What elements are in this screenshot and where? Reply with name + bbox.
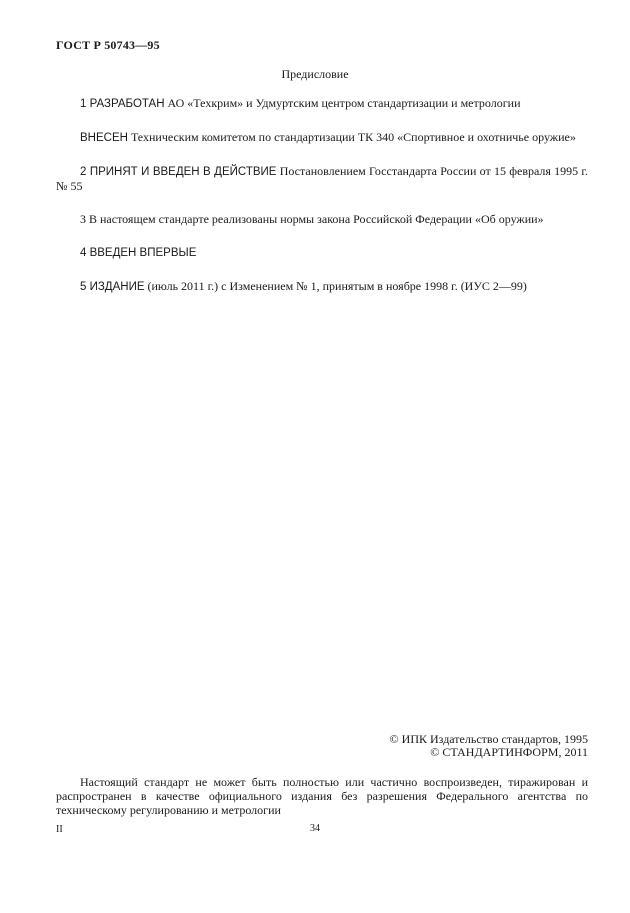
item-adopted bbox=[56, 164, 588, 193]
copyright-line-1995: © ИПК Издательство стандартов, 1995 bbox=[389, 732, 588, 746]
foreword-heading: Предисловие bbox=[281, 67, 349, 81]
page-number: 34 bbox=[310, 823, 320, 834]
item-text: В настоящем стандарте реализованы нормы закона Российской Федерации «Об оружии» bbox=[86, 212, 544, 226]
foreword-items bbox=[56, 96, 588, 313]
item-norms bbox=[56, 212, 588, 226]
item-text: АО «Техкрим» и Удмуртским центром стандартизации и метрологии bbox=[164, 96, 521, 110]
item-developed bbox=[56, 96, 588, 111]
reproduction-notice: Настоящий стандарт не может быть полностью или частично воспроизведен, тиражирован и распространен в качестве официального издания без разрешения Федерального агентства по техническому регулированию и метрологии bbox=[56, 775, 588, 817]
document-code: ГОСТ Р 50743—95 bbox=[56, 38, 160, 52]
copyright-block bbox=[390, 733, 588, 759]
item-lead: 4 ВВЕДЕН ВПЕРВЫЕ bbox=[80, 247, 197, 259]
item-lead: 3 bbox=[80, 212, 86, 226]
item-lead: ВНЕСЕН bbox=[80, 132, 128, 144]
item-text: Постановлением Госстандарта России от 15 февраля 1995 г. № 55 bbox=[56, 164, 588, 193]
roman-page-number: II bbox=[56, 824, 63, 835]
item-text: Техническим комитетом по стандартизации ТК 340 «Спортивное и охотничье оружие» bbox=[127, 130, 576, 144]
item-text: (июль 2011 г.) с Изменением № 1, принятым в ноябре 1998 г. (ИУС 2—99) bbox=[144, 279, 527, 293]
item-first-introduced bbox=[56, 245, 588, 260]
item-lead: 1 РАЗРАБОТАН bbox=[80, 98, 165, 110]
item-lead: 5 ИЗДАНИЕ bbox=[80, 281, 145, 293]
copyright-line-2011: © СТАНДАРТИНФОРМ, 2011 bbox=[430, 745, 588, 759]
item-edition bbox=[56, 279, 588, 294]
item-introduced bbox=[56, 130, 588, 145]
item-lead: 2 ПРИНЯТ И ВВЕДЕН В ДЕЙСТВИЕ bbox=[80, 166, 277, 178]
